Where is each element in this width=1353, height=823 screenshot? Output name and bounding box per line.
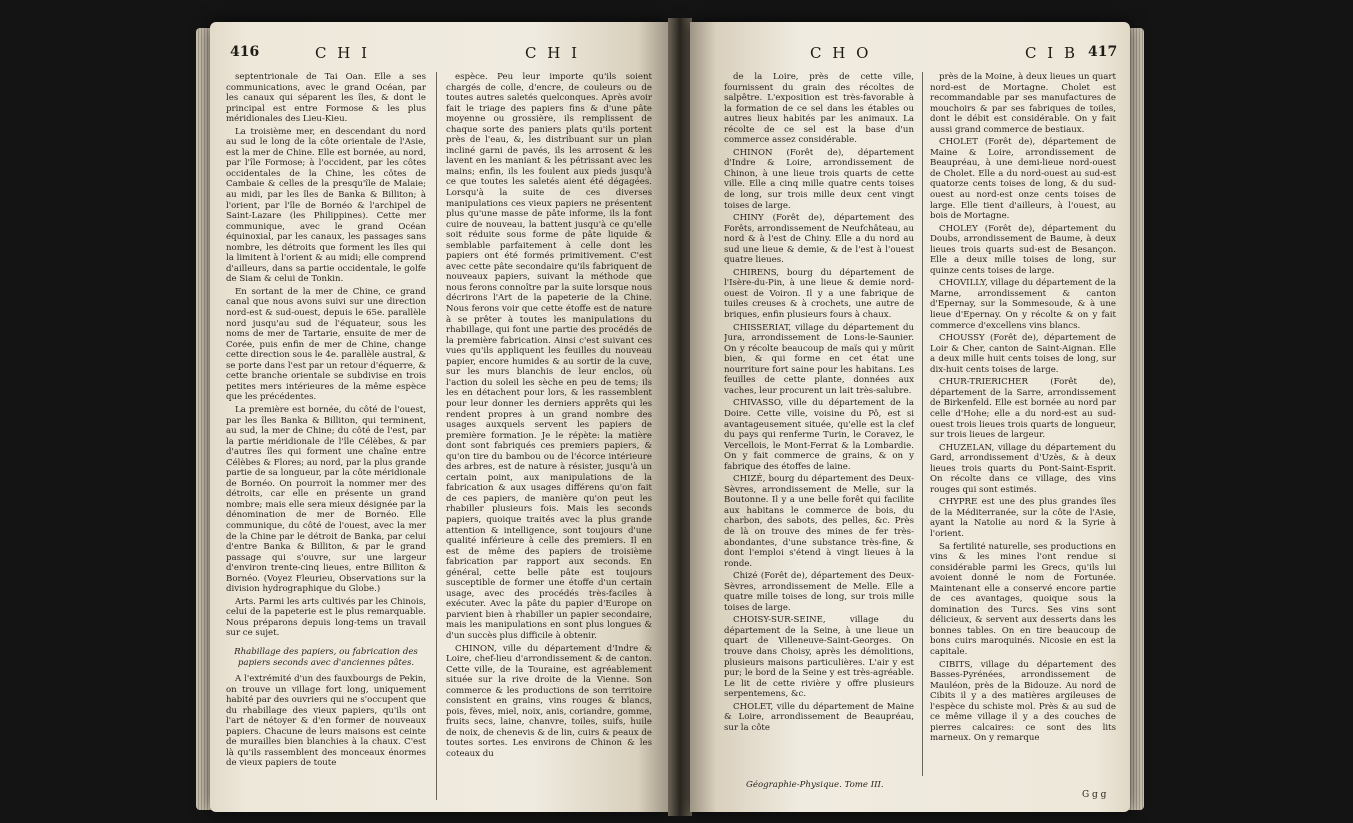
paragraph: CIBITS, village du département des Basses-Pyrénées, arrondissement de Mauléon, près de la Bidouze. Au nord de Cibits il y a des matières argileuses de l'espèce du schiste mol. Près & au sud de ce même village il y a des couches de pierres calcaires: ce sont des lits marneux. On y remarque: [930, 659, 1116, 744]
right-column-rule: [922, 72, 923, 776]
paragraph: La première est bornée, du côté de l'ouest, par les îles Banka & Billiton, qui terminent, au sud, la mer de Chine; du côté de l'est, par la partie méridionale de l'île Célèbes, & par d'autres îles qui forment une chaîne entre Célèbes & Flores; au nord, par la plus grande partie de sa longueur, par la côte méridionale de Bornéo. On pourroit la nommer mer des détroits, car elle en présente un grand nombre; mais elle sera mieux désignée par la dénomination de mer de Bornéo. Elle communique, du côté de l'ouest, avec la mer de la Chine par le détroit de Banka, par celui d'entre Banka & Billiton, & par le grand passage qui s'ouvre, sur une largeur d'environ trente-cinq lieues, entre Billiton & Bornéo. (Voyez Fleurieu, Observations sur la division hydrographique du Globe.): [226, 404, 426, 595]
paragraph: CHIVASSO, ville du département de la Doire. Cette ville, voisine du Pô, est si avantageusement située, qu'elle est la clef du pays qui renferme Turin, le Coravez, le Vercellois, le Mont-Ferrat & la Lombardie. On y fait commerce de grains, & on y fabrique des étoffes de laine.: [724, 398, 914, 472]
left-page: [210, 22, 670, 812]
left-page-number: 416: [230, 44, 260, 60]
paragraph: espèce. Peu leur importe qu'ils soient chargés de colle, d'encre, de couleurs ou de toutes autres saletés quelconques. Après avoir fait le triage des papiers fins & d'une pâte moyenne ou grossière, ils remplissent de chaque sorte des paniers plats qu'ils portent près de l'eau, &, les distribuant sur un plan incliné garni de pavés, ils les arrosent & les lavent en les maniant & les pétrissant avec les mains; enfin, ils les foulent aux pieds jusqu'à ce que toutes les saletés aient été dégagées. Lorsqu'à la suite de ces diverses manipulations ces vieux papiers ne présentent plus qu'une masse de pâte informe, ils la font cuire de nouveau, la battent jusqu'à ce qu'elle soit réduite sous forme de pâte liquide & semblable parfaitement à celle dont les papiers ont été formés primitivement. C'est avec cette pâte secondaire qu'ils fabriquent de nouveaux papiers, suivant la méthode que nous ferons connoître par la suite lorsque nous décrirons l'Art de la papeterie de la Chine. Nous ferons voir que cette étoffe est de nature à se prêter à toutes les manipulations du rhabillage, qui font une partie des procédés de la première fabrication. Ainsi c'est suivant ces vues qu'ils appliquent les feuilles du nouveau papier, encore humides & au sortir de la cuve, sur les murs blanchis de leur enclos, où l'action du soleil les sèche en peu de tems; ils les en détachent pour lors, & les rassemblent pour leur donner les derniers apprêts qui les rendent propres à un grand nombre des usages auxquels servent les papiers de première formation. Je le répète: la matière dont sont fabriqués ces premiers papiers, & qu'on tire du bambou ou de l'écorce intérieure des arbres, est de nature à résister, jusqu'à un certain point, aux manipulations de la fabrication & aux usages différens qu'on fait de ces papiers, de manière qu'on peut les rhabiller plusieurs fois. Mais les seconds papiers, quoique traités avec la plus grande attention & intelligence, sont toujours d'une qualité inférieure à celle des premiers. Il en est de même des papiers de troisième fabrication par rapport aux seconds. En général, cette belle pâte est toujours susceptible de former une étoffe d'un certain usage, avec des procédés très-faciles à exécuter. Avec la pâte du papier d'Europe on parvient bien à rhabiller un papier secondaire, mais les manipulations en sont plus longues & d'un succès plus difficile à obtenir.: [446, 72, 652, 641]
right-page-edges: [1128, 28, 1144, 810]
paragraph: CHINY (Forêt de), département des Forêts, arrondissement de Neufchâteau, au nord & à l'est de Chiny. Elle a du nord au sud une lieue & demie, & de l'est à l'ouest quatre lieues.: [724, 213, 914, 266]
paragraph: CHIRENS, bourg du département de l'Isère-du-Pin, à une lieue & demie nord-ouest de Voiron. Il y a une fabrique de tuiles creuses & à crochets, une autre de briques, enfin plusieurs fours à chaux.: [724, 267, 914, 321]
paragraph: près de la Moine, à deux lieues un quart nord-est de Mortagne. Cholet est recommandable par ses manufactures de mouchoirs & par ses fabriques de toiles, dont le débit est considérable. On y fait aussi grand commerce de bestiaux.: [930, 72, 1116, 135]
signature-mark: G g g: [1082, 790, 1107, 800]
right-col2-paragraphs: [930, 72, 1116, 744]
left-header-right: C H I: [525, 44, 581, 62]
paragraph: En sortant de la mer de Chine, ce grand canal que nous avons suivi sur une direction nord-est & sud-ouest, depuis le 65e. parallèle nord jusqu'au sud de l'équateur, sous les noms de mer de Tartarie, ensuite de mer de Corée, puis enfin de mer de Chine, change cette direction sous le 4e. parallèle austral, & se porte dans l'est par un retour d'équerre, & cette branche orientale se subdivise en trois petites mers intérieures de la même espèce que les précédentes.: [226, 286, 426, 403]
right-column-1: [724, 72, 914, 776]
left-column-rule: [436, 72, 437, 800]
paragraph: CHOUSSY (Forêt de), département de Loir & Cher, canton de Saint-Aignan. Elle a deux mille huit cents toises de long, sur dix-huit cents toises de large.: [930, 333, 1116, 375]
paragraph: CHYPRE est une des plus grandes îles de la Méditerranée, sur la côte de l'Asie, ayant la Natolie au nord & la Syrie à l'orient.: [930, 497, 1116, 539]
paragraph: CHOLET, ville du département de Maine & Loire, arrondissement de Beaupréau, sur la côte: [724, 701, 914, 733]
paragraph: CHINON, ville du département d'Indre & Loire, chef-lieu d'arrondissement & de canton. Cette ville, de la Touraine, est agréablement située sur la rive droite de la Vienne. Son commerce & les productions de son territoire consistent en grains, vins rouges & blancs, pois, fèves, miel, noix, anis, coriandre, gomme, fruits secs, laine, chanvre, toiles, suifs, huile de noix, de chenevis & de lin, cuirs & peaux de toutes sortes. Les environs de Chinon & les coteaux du: [446, 643, 652, 759]
section-heading: Rhabillage des papiers, ou fabrication des papiers seconds avec d'anciennes pâtes.: [234, 646, 418, 668]
left-header-left: C H I: [315, 44, 371, 62]
book-gutter: [668, 18, 692, 816]
right-header-left: C H O: [810, 44, 872, 62]
left-col1-after: [226, 674, 426, 769]
right-page: [690, 22, 1130, 812]
paragraph: CHINON (Forêt de), département d'Indre & Loire, arrondissement de Chinon, à une lieue trois quarts de cette ville. Elle a cinq mille quatre cents toises de long, sur trois mille deux cent vingt toises de large.: [724, 147, 914, 211]
right-header-right: C I B: [1025, 44, 1078, 62]
paragraph: CHISSERIAT, village du département du Jura, arrondissement de Lons-le-Saunier. On y récolte beaucoup de maïs qui y mûrit bien, & qui forme en cet état une nourriture fort saine pour les habitans. Les feuilles de cette plante, données aux vaches, leur procurent un lait très-salubre.: [724, 322, 914, 396]
paragraph: La troisième mer, en descendant du nord au sud le long de la côte orientale de l'Asie, est la mer de Chine. Elle est bornée, au nord, par l'île Formose; à l'occident, par les côtes occidentales de la Chine, les côtes de Cambaie & celles de la presqu'île de Malaie; au midi, par les îles de Banka & Billiton; à l'orient, par l'île de Bornéo & l'archipel de Saint-Lazare (les Philippines). Cette mer communique, avec le grand Océan équinoxial, par les canaux, les passages sans nombre, les détroits que forment les îles qui la limitent à l'orient & au midi; elle comprend d'ailleurs, dans sa partie occidentale, le golfe de Siam & celui de Tonkin.: [226, 126, 426, 285]
paragraph: CHOVILLY, village du département de la Marne, arrondissement & canton d'Epernay, sur la Sommesoude, & à une lieue d'Epernay. On y récolte & on y fait commerce d'excellens vins blancs.: [930, 278, 1116, 331]
left-col1-paragraphs: [226, 72, 426, 639]
running-footer: Géographie-Physique. Tome III.: [746, 780, 884, 790]
left-col2-paragraphs: [446, 72, 652, 760]
right-page-number: 417: [1088, 44, 1118, 60]
paragraph: CHOLET (Forêt de), département de Maine & Loire, arrondissement de Beaupréau, à une demi-lieue nord-ouest de Cholet. Elle a du nord-ouest au sud-est quatorze cents toises de long, & du sud-ouest au nord-est onze cents toises de large. Elle tient d'ailleurs, à l'ouest, au bois de Mortagne.: [930, 137, 1116, 222]
paragraph: CHUR-TRIERICHER (Forêt de), département de la Sarre, arrondissement de Birkenfeld. Elle est bornée au nord par celle d'Hohe; elle a du nord-est au sud-ouest trois lieues trois quarts de longueur, sur trois lieues de largeur.: [930, 377, 1116, 441]
paragraph: CHOLEY (Forêt de), département du Doubs, arrondissement de Baume, à deux lieues trois quarts sud-est de Besançon. Elle a deux mille toises de long, sur quinze cents toises de large.: [930, 223, 1116, 276]
paragraph: CHOISY-SUR-SEINE, village du département de la Seine, à une lieue un quart de Villeneuve-Saint-Georges. On trouve dans Choisy, après les démolitions, plusieurs maisons particulières. L'air y est pur; le bord de la Seine y est très-agréable. Le lit de cette rivière y offre plusieurs serpentemens, &c.: [724, 615, 914, 700]
paragraph: CHIZÉ, bourg du département des Deux-Sèvres, arrondissement de Melle, sur la Boutonne. Il y a une belle forêt qui facilite aux habitans le commerce de bois, du charbon, des sabots, des pelles, &c. Près de là on trouve des mines de fer très-abondantes, d'une substance très-fine, & dont l'emploi s'étend à vingt lieues à la ronde.: [724, 474, 914, 569]
right-column-2: [930, 72, 1116, 792]
paragraph: septentrionale de Tai Oan. Elle a ses communications, avec le grand Océan, par les canaux qui séparent les îles, & dont le principal est entre Formose & les plus méridionales des Lieu-Kieu.: [226, 72, 426, 125]
paragraph: CHUZELAN, village du département du Gard, arrondissement d'Uzès, & à deux lieues trois quarts du Pont-Saint-Esprit. On récolte dans ce village, des vins rouges qui sont estimés.: [930, 442, 1116, 495]
right-col1-paragraphs: [724, 72, 914, 733]
paragraph: Sa fertilité naturelle, ses productions en vins & les mines l'ont rendue si considérable parmi les Grecs, qu'ils lui avoient donné le nom de Fortunée. Maintenant elle a conservé encore partie de ces avantages, quoique sous la domination des Turcs. Ses vins sont délicieux, & servent aux desserts dans les bonnes tables. On en tire beaucoup de bons cuirs maroquinés. Nicosie en est la capitale.: [930, 541, 1116, 657]
left-column-2: [446, 72, 652, 800]
paragraph: Arts. Parmi les arts cultivés par les Chinois, celui de la papeterie est le plus remarquable. Nous préparons depuis long-tems un travail sur ce sujet.: [226, 596, 426, 639]
left-column-1: [226, 72, 426, 800]
paragraph: Chizé (Forêt de), département des Deux-Sèvres, arrondissement de Melle. Elle a quatre mille toises de long, sur trois mille toises de large.: [724, 571, 914, 613]
paragraph: A l'extrémité d'un des fauxbourgs de Pekin, on trouve un village fort long, uniquement habité par des ouvriers qui ne s'occupent que du rhabillage des vieux papiers, qu'ils ont l'art de nétoyer & d'en former de nouveaux papiers. Chacune de leurs maisons est ceinte de murailles bien blanchies à la chaux. C'est là qu'ils rassemblent des monceaux énormes de vieux papiers de toute: [226, 674, 426, 769]
paragraph: de la Loire, près de cette ville, fournissent du grain des récoltes de salpêtre. L'exposition est très-favorable à la formation de ce sel dans les étables ou autres lieux habités par les animaux. La récolte de ce sel est la base d'un commerce assez considérable.: [724, 72, 914, 146]
